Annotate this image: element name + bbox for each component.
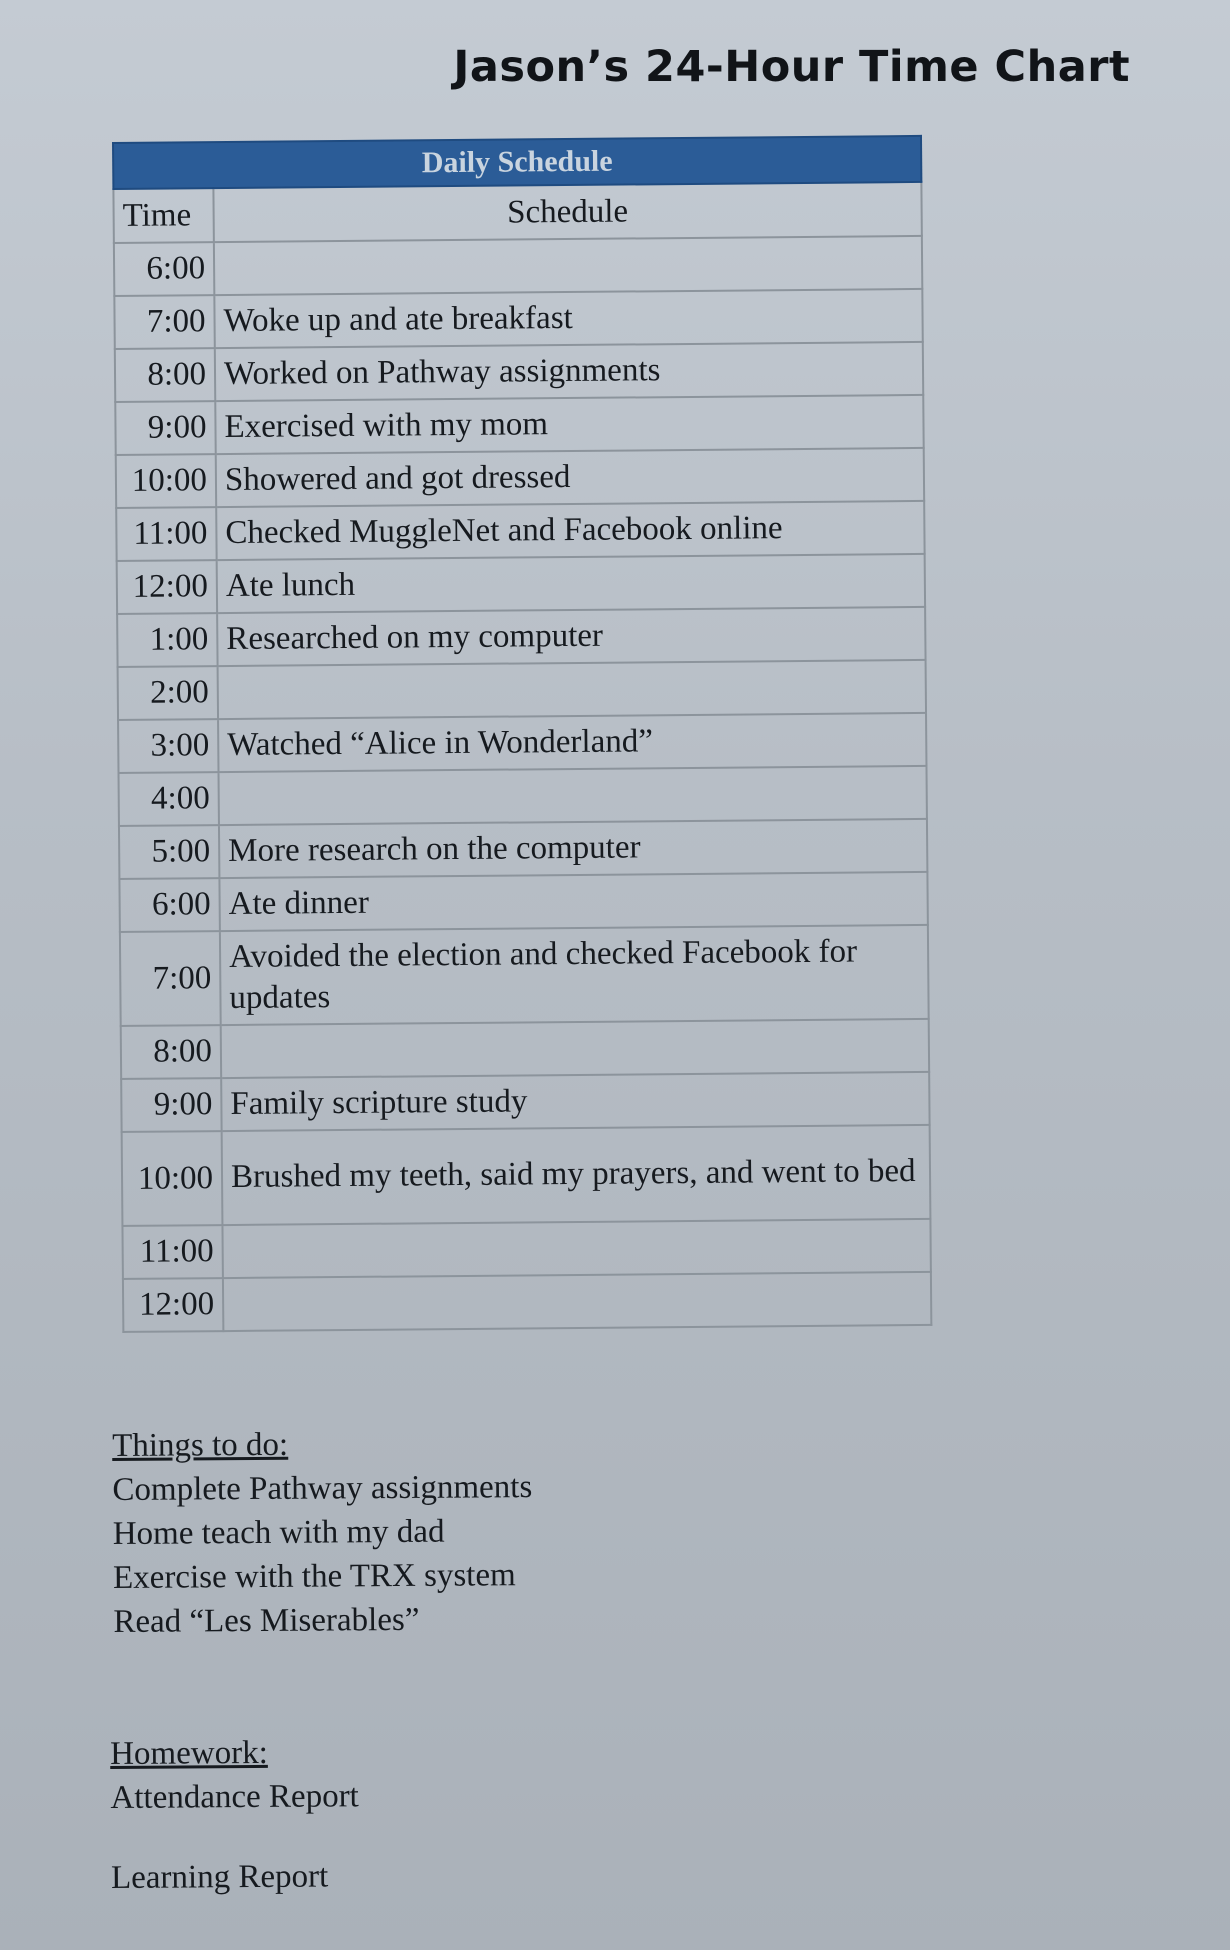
things-to-do-section <box>112 1421 533 1644</box>
table-row <box>115 395 923 455</box>
activity-cell: Checked MuggleNet and Facebook online <box>216 501 924 560</box>
list-item: Learning Report <box>110 1858 329 1896</box>
list-item: Complete Pathway assignments <box>112 1469 533 1508</box>
activity-cell: Ate lunch <box>217 554 925 613</box>
time-cell: 9:00 <box>121 1078 221 1132</box>
homework-heading: Homework: <box>110 1734 268 1772</box>
table-row <box>119 766 927 826</box>
things-to-do-heading: Things to do: <box>112 1426 289 1464</box>
time-cell: 1:00 <box>117 613 217 667</box>
table-row <box>121 1019 929 1079</box>
time-cell: 7:00 <box>114 295 214 349</box>
activity-cell: Avoided the election and checked Facebook for updates <box>220 925 929 1025</box>
activity-cell: Researched on my computer <box>217 607 925 666</box>
activity-cell: Woke up and ate breakfast <box>214 289 922 348</box>
time-cell: 3:00 <box>118 719 218 773</box>
homework-section <box>110 1730 359 1900</box>
time-cell: 5:00 <box>119 825 219 879</box>
table-row <box>114 236 922 296</box>
activity-cell: Exercised with my mom <box>215 395 923 454</box>
spacer <box>111 1818 360 1856</box>
column-header-time: Time <box>113 188 213 243</box>
time-cell: 2:00 <box>118 666 218 720</box>
table-row <box>117 607 925 667</box>
time-cell: 8:00 <box>115 348 215 402</box>
time-cell: 12:00 <box>123 1278 223 1332</box>
table-row <box>123 1272 931 1332</box>
activity-cell: Family scripture study <box>221 1072 929 1131</box>
time-cell: 12:00 <box>117 560 217 614</box>
list-item: Exercise with the TRX system <box>112 1557 516 1596</box>
activity-cell: Showered and got dressed <box>216 448 924 507</box>
activity-cell <box>222 1219 930 1278</box>
activity-cell <box>214 236 922 295</box>
time-cell: 4:00 <box>119 772 219 826</box>
document-title: Jason’s 24-Hour Time Chart <box>453 42 1130 92</box>
table-row <box>119 872 927 932</box>
time-cell: 11:00 <box>116 507 216 561</box>
activity-cell: Watched “Alice in Wonderland” <box>218 713 926 772</box>
table-row <box>114 289 922 349</box>
schedule-table-container <box>112 135 932 1333</box>
activity-cell: Brushed my teeth, said my prayers, and went to bed <box>222 1125 931 1225</box>
activity-cell: More research on the computer <box>219 819 927 878</box>
time-cell: 7:00 <box>120 931 221 1026</box>
table-row <box>118 660 926 720</box>
table-row <box>122 1125 931 1226</box>
table-row <box>121 1072 929 1132</box>
time-cell: 6:00 <box>114 242 214 296</box>
column-header-schedule: Schedule <box>213 182 921 242</box>
time-cell: 6:00 <box>119 878 219 932</box>
table-row <box>116 501 924 561</box>
list-item: Home teach with my dad <box>112 1513 445 1552</box>
table-row <box>115 342 923 402</box>
table-row <box>122 1219 930 1279</box>
activity-cell: Worked on Pathway assignments <box>215 342 923 401</box>
time-cell: 10:00 <box>116 454 216 508</box>
time-cell: 11:00 <box>122 1225 222 1279</box>
activity-cell <box>219 766 927 825</box>
activity-cell <box>221 1019 929 1078</box>
time-cell: 10:00 <box>122 1131 223 1226</box>
activity-cell: Ate dinner <box>219 872 927 931</box>
list-item: Read “Les Miserables” <box>113 1601 420 1640</box>
activity-cell <box>223 1272 931 1331</box>
table-row <box>120 925 929 1026</box>
activity-cell <box>218 660 926 719</box>
table-row <box>118 713 926 773</box>
time-cell: 8:00 <box>121 1025 221 1079</box>
time-cell: 9:00 <box>115 401 215 455</box>
table-row <box>116 448 924 508</box>
list-item: Attendance Report <box>110 1778 359 1816</box>
table-row <box>119 819 927 879</box>
schedule-table <box>112 135 932 1333</box>
table-row <box>117 554 925 614</box>
table-banner: Daily Schedule <box>113 136 921 189</box>
